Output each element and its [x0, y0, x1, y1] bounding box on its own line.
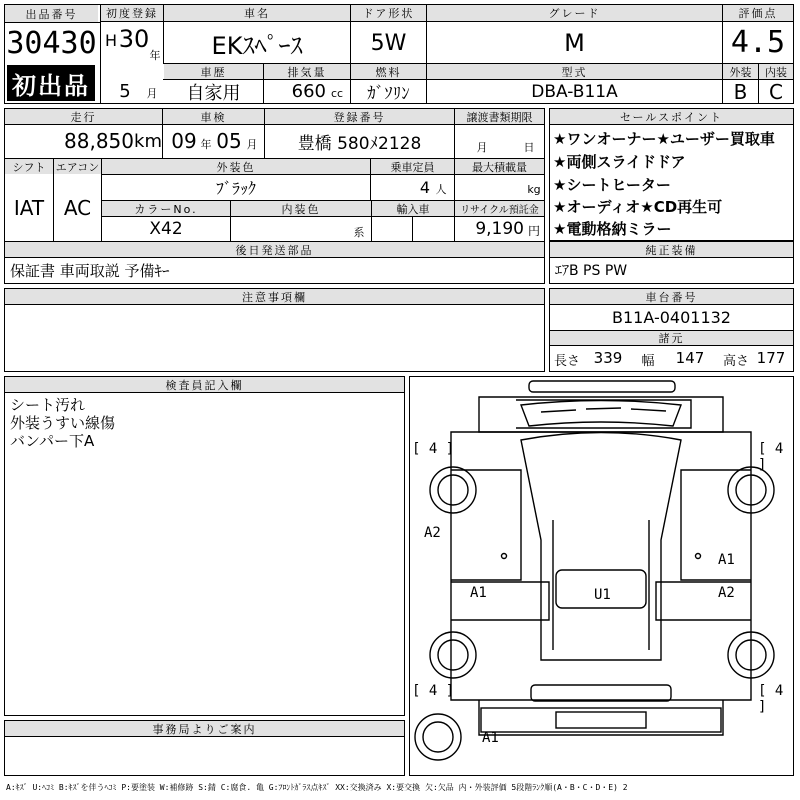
width: 147	[675, 349, 705, 367]
length-label: 長さ	[553, 353, 580, 369]
damage-diagram	[409, 376, 794, 776]
color-no: X42	[149, 219, 183, 239]
color-no-label: カラーNo.	[102, 201, 230, 216]
capacity: 4	[419, 177, 430, 197]
disp-label: 排気量	[264, 64, 350, 79]
sales-point-item: ★オーディオ★CD再生可	[553, 197, 723, 216]
sales-point-item: ★ワンオーナー★ユーザー買取車	[553, 129, 775, 148]
inspection-month: 05	[216, 129, 242, 153]
int-label: 内装	[759, 64, 793, 79]
grade-label: グレード	[427, 5, 722, 21]
inspection-label: 車検	[163, 109, 264, 124]
damage-mark: [ 4 ]	[412, 683, 455, 699]
reg-month-unit: 月	[146, 87, 158, 100]
capacity-label: 乗車定員	[371, 159, 454, 174]
inspector-label: 検査員記入欄	[5, 377, 404, 392]
int-color-unit: 系	[353, 226, 365, 239]
int-grade: C	[769, 79, 783, 104]
score: 4.5	[730, 24, 786, 60]
reg-year-unit: 年	[149, 49, 161, 62]
sales-points-label: セールスポイント	[550, 109, 793, 124]
color: ﾌﾞﾗｯｸ	[215, 178, 256, 198]
damage-mark: A1	[482, 730, 499, 746]
recycle-label: リサイクル預託金	[455, 201, 544, 216]
shift: IAT	[13, 196, 45, 220]
width-label: 幅	[641, 353, 655, 369]
color-label: 外装色	[102, 159, 370, 174]
transfer-label: 譲渡書類期限	[455, 109, 544, 124]
height: 177	[756, 349, 786, 367]
recycle-unit: 円	[527, 223, 540, 238]
ext-label: 外装	[723, 64, 758, 79]
inspector-note: バンパー下A	[10, 431, 95, 450]
inspection-year: 09	[171, 129, 197, 153]
later-parts: 保証書 車両取説 予備ｷｰ	[10, 261, 170, 280]
mileage-label: 走行	[5, 109, 162, 124]
lot-no-label: 出品番号	[5, 5, 98, 22]
score-label: 評価点	[723, 5, 793, 21]
damage-mark: U1	[594, 587, 611, 603]
transfer-day: 日	[523, 141, 535, 154]
fuel: ｶﾞｿﾘﾝ	[367, 84, 410, 104]
load-label: 最大積載量	[455, 159, 544, 174]
later-parts-label: 後日発送部品	[5, 242, 544, 257]
reg-label: 初度登録	[101, 5, 163, 21]
specs-label: 諸元	[550, 331, 793, 345]
displacement: 660	[291, 81, 326, 102]
ac: AC	[63, 196, 92, 220]
int-color-label: 内装色	[231, 201, 371, 216]
length: 339	[593, 349, 623, 367]
ext-grade: B	[733, 79, 748, 104]
ac-label: エアコン	[55, 160, 100, 174]
era: H	[104, 30, 118, 50]
car-name: EKｽﾍﾟｰｽ	[211, 31, 303, 60]
damage-mark: A2	[718, 585, 735, 601]
damage-mark: A1	[718, 552, 735, 568]
plate-label: 登録番号	[265, 109, 454, 124]
history: 自家用	[186, 82, 241, 104]
fuel-label: 燃料	[351, 64, 426, 79]
history-label: 車歴	[164, 64, 263, 79]
office-label: 事務局よりご案内	[5, 721, 404, 736]
damage-mark: A2	[424, 525, 441, 541]
door-type: 5W	[370, 30, 407, 56]
chassis-number: B11A-0401132	[612, 307, 731, 327]
damage-legend: A:ｷｽﾞ U:ﾍｺﾐ B:ｷｽﾞを伴うﾍｺﾐ P:要塗装 W:補修跡 S:錆 C:腐食. 亀 G:ﾌﾛﾝﾄｶﾞﾗｽ点ｷｽﾞ XX:交換済み X:要交換 欠:欠品 内・外装評価 5段階ﾗﾝｸ順(A・B・C・D・E) 2	[6, 782, 628, 792]
sales-point-item: ★両側スライドドア	[553, 152, 686, 171]
disp-unit: cc	[330, 86, 344, 100]
reg-month: 5	[119, 80, 131, 102]
lot-no: 30430	[6, 25, 97, 61]
grade: M	[564, 29, 585, 57]
model-label: 型式	[427, 64, 722, 79]
mileage-unit: km	[134, 130, 162, 152]
car-name-label: 車名	[164, 5, 350, 21]
transfer-month: 月	[476, 141, 488, 154]
model-code: DBA-B11A	[531, 81, 618, 102]
capacity-unit: 人	[435, 183, 447, 196]
inspector-note: シート汚れ	[10, 395, 86, 414]
inspector-note: 外装うすい線傷	[10, 413, 116, 432]
equipment: ｴｱB PS PW	[555, 263, 628, 279]
inspection-year-unit: 年	[200, 138, 212, 151]
first-listing-badge: 初出品	[7, 65, 95, 101]
chassis-label: 車台番号	[550, 289, 793, 304]
sales-point-item: ★シートヒーター	[553, 175, 671, 194]
shift-label: シフト	[5, 159, 53, 174]
door-label: ドア形状	[351, 5, 426, 21]
import-label: 輸入車	[372, 201, 454, 216]
recycle-fee: 9,190	[475, 219, 524, 239]
car-diagram	[410, 377, 793, 775]
notes-label: 注意事項欄	[5, 289, 544, 304]
plate-number: 豊橋 580ﾒ2128	[297, 133, 422, 154]
load-unit: kg	[527, 182, 541, 196]
mileage: 88,850	[64, 129, 134, 153]
damage-mark: [ 4 ]	[758, 441, 784, 473]
sales-point-item: ★電動格納ミラー	[553, 219, 672, 238]
inspection-month-unit: 月	[246, 138, 258, 151]
damage-mark: [ 4 ]	[412, 441, 455, 457]
equipment-label: 純正装備	[550, 242, 793, 257]
damage-mark: [ 4 ]	[758, 683, 784, 715]
reg-year: 30	[118, 25, 150, 53]
height-label: 高さ	[722, 353, 749, 369]
damage-mark: A1	[470, 585, 487, 601]
